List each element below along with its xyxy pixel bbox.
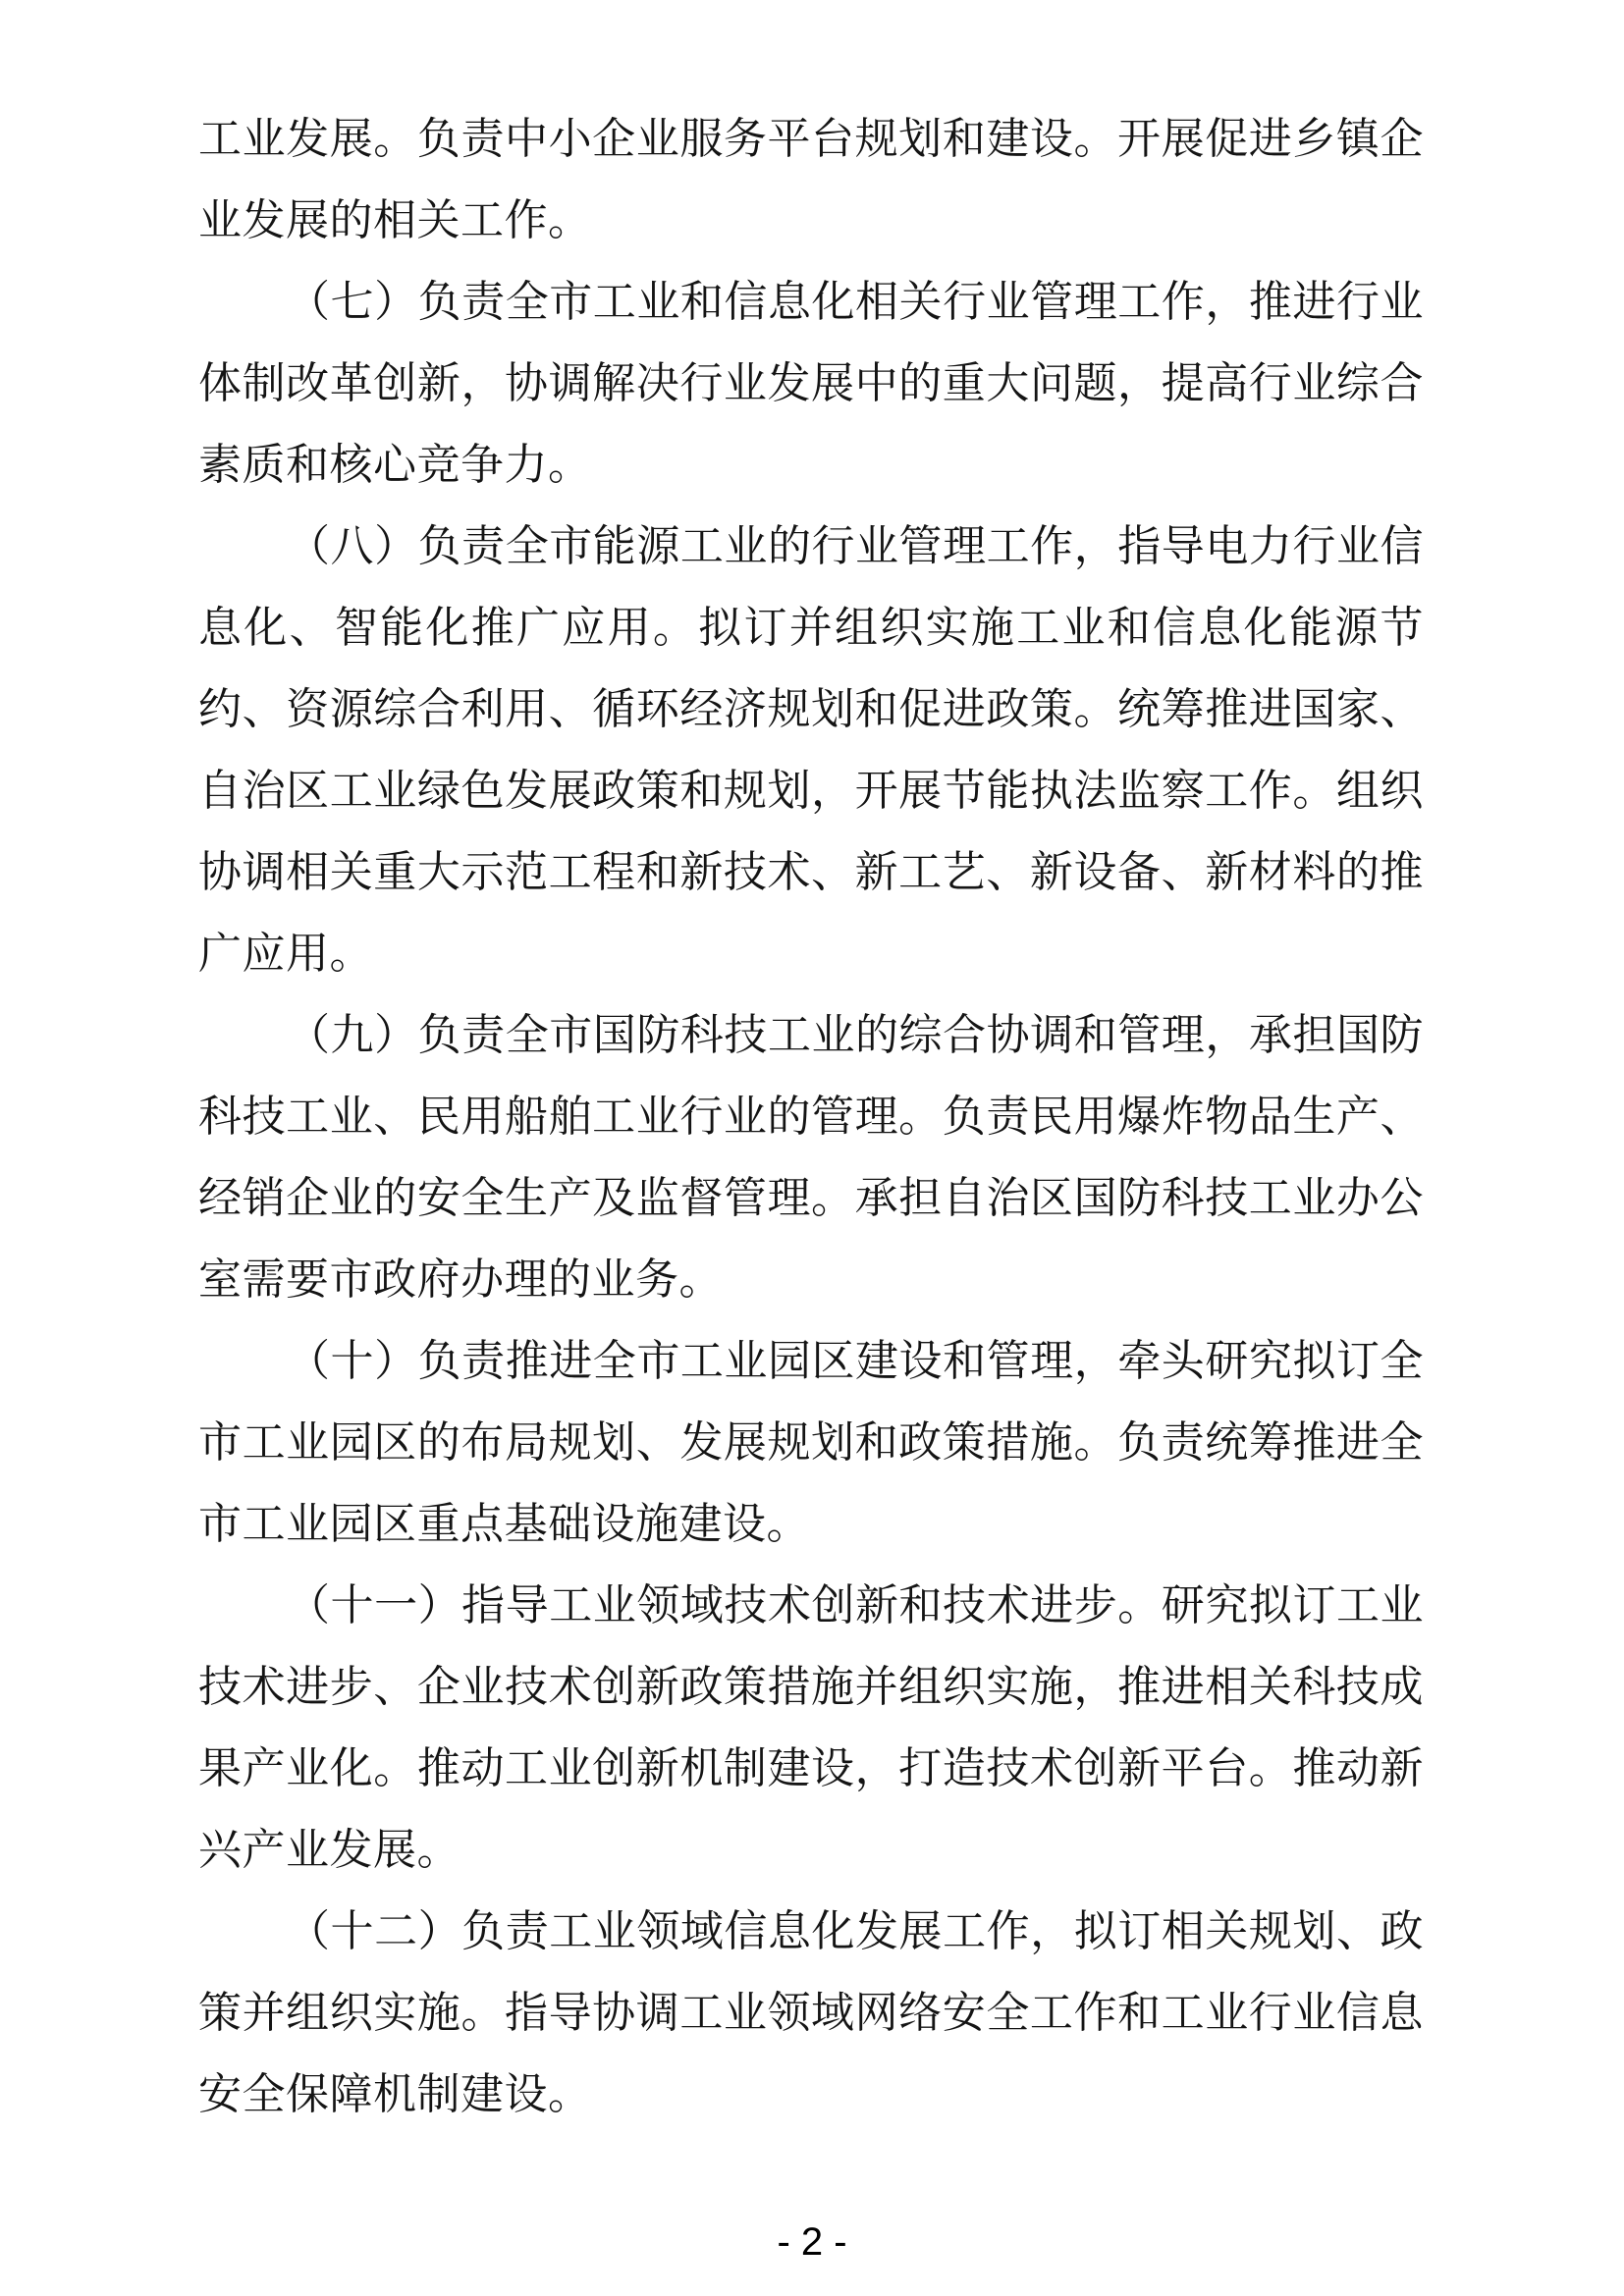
text-line: 策并组织实施。指导协调工业领域网络安全工作和工业行业信息 (198, 1989, 1424, 2037)
text-line: 体制改革创新，协调解决行业发展中的重大问题，提高行业综合 (198, 359, 1424, 407)
text-line: 约、资源综合利用、循环经济规划和促进政策。统筹推进国家、 (198, 685, 1424, 733)
text-line: （七）负责全市工业和信息化相关行业管理工作，推进行业 (287, 278, 1424, 326)
text-line: 技术进步、企业技术创新政策措施并组织实施，推进相关科技成 (198, 1663, 1424, 1711)
text-line: 广应用。 (198, 930, 373, 978)
text-line: 工业发展。负责中小企业服务平台规划和建设。开展促进乡镇企 (198, 115, 1424, 163)
text-line: （十一）指导工业领域技术创新和技术进步。研究拟订工业 (287, 1581, 1424, 1629)
text-line: 室需要市政府办理的业务。 (198, 1255, 723, 1304)
page-number: - 2 - (777, 2220, 847, 2264)
text-line: 科技工业、民用船舶工业行业的管理。负责民用爆炸物品生产、 (198, 1093, 1424, 1141)
text-line: 市工业园区的布局规划、发展规划和政策措施。负责统筹推进全 (198, 1418, 1424, 1467)
text-line: 息化、智能化推广应用。拟订并组织实施工业和信息化能源节 (198, 604, 1424, 652)
text-line: （八）负责全市能源工业的行业管理工作，指导电力行业信 (287, 522, 1424, 570)
text-line: 果产业化。推动工业创新机制建设，打造技术创新平台。推动新 (198, 1744, 1424, 1792)
text-line: 兴产业发展。 (198, 1826, 460, 1874)
text-line: 市工业园区重点基础设施建设。 (198, 1500, 810, 1548)
text-line: 素质和核心竞争力。 (198, 441, 592, 489)
text-line: 自治区工业绿色发展政策和规划，开展节能执法监察工作。组织 (198, 767, 1424, 815)
text-line: （九）负责全市国防科技工业的综合协调和管理，承担国防 (287, 1011, 1424, 1059)
text-line: 经销企业的安全生产及监督管理。承担自治区国防科技工业办公 (198, 1174, 1424, 1222)
document-body (198, 98, 1424, 2135)
text-line: （十）负责推进全市工业园区建设和管理，牵头研究拟订全 (287, 1337, 1424, 1385)
text-line: （十二）负责工业领域信息化发展工作，拟订相关规划、政 (287, 1907, 1424, 1955)
text-line: 业发展的相关工作。 (198, 196, 592, 244)
text-line: 安全保障机制建设。 (198, 2070, 592, 2118)
text-line: 协调相关重大示范工程和新技术、新工艺、新设备、新材料的推 (198, 848, 1424, 896)
